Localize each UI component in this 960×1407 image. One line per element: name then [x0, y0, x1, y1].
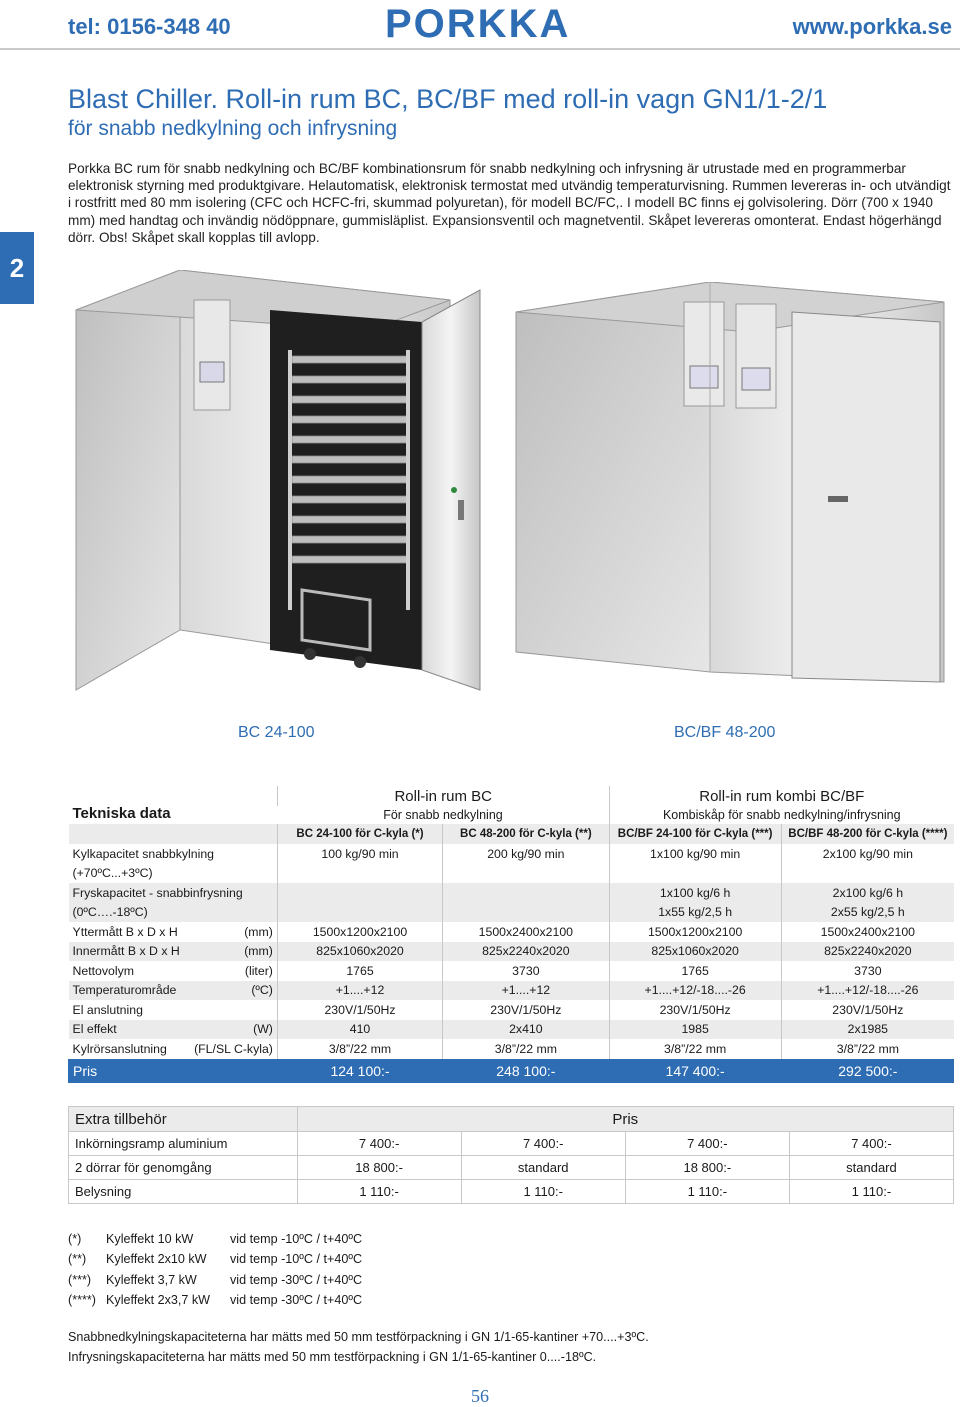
- row-label: (0ºC….-18ºC): [69, 903, 278, 923]
- cell-value: 1 110:-: [625, 1180, 789, 1204]
- table-row: [69, 1039, 955, 1059]
- cell-value: 825x1060x2020: [277, 942, 442, 962]
- product-image-bcbf: [510, 282, 950, 702]
- table-row: [69, 864, 955, 884]
- section-tab: 2: [0, 232, 34, 304]
- price-value: 124 100:-: [277, 1059, 442, 1083]
- cell-value: +1....+12/-18....-26: [609, 981, 781, 1001]
- cell-value: 1 110:-: [789, 1180, 953, 1204]
- cell-value: 3730: [443, 961, 609, 981]
- cell-value: 7 400:-: [297, 1132, 461, 1156]
- table-row: [69, 1180, 954, 1204]
- group2-subtitle: Kombiskåp för snabb nedkylning/infrysning: [609, 806, 954, 824]
- cell-value: 2x55 kg/2,5 h: [781, 903, 954, 923]
- row-label: Inkörningsramp aluminium: [69, 1132, 298, 1156]
- cell-value: 18 800:-: [625, 1156, 789, 1180]
- brand-logo: PORKKA: [385, 2, 571, 46]
- caption-bcbf: BC/BF 48-200: [674, 724, 776, 741]
- cell-value: standard: [789, 1156, 953, 1180]
- row-label: El effekt (W): [69, 1020, 278, 1040]
- model-name: BC/BF 24-100 för C-kyla (***): [609, 824, 781, 844]
- cell-value: 2x1985: [781, 1020, 954, 1040]
- cell-value: 3/8”/22 mm: [609, 1039, 781, 1059]
- cell-value: 1 110:-: [297, 1180, 461, 1204]
- cell-value: 1x100 kg/6 h: [609, 883, 781, 903]
- footer-line: Infrysningskapaciteterna har mätts med 50 mm testförpackning i GN 1/1-65-kantiner 0....-18ºC.: [68, 1350, 597, 1364]
- model-name: BC 24-100 för C-kyla (*): [277, 824, 442, 844]
- cell-value: 825x2240x2020: [781, 942, 954, 962]
- cell-value: 2x410: [443, 1020, 609, 1040]
- group1-title: Roll-in rum BC: [277, 786, 609, 806]
- cell-value: 1500x2400x2100: [443, 922, 609, 942]
- extras-header-row: [69, 1107, 954, 1132]
- price-value: 292 500:-: [781, 1059, 954, 1083]
- product-image-bc: [70, 270, 510, 710]
- cell-value: +1....+12: [277, 981, 442, 1001]
- cell-value: 200 kg/90 min: [443, 844, 609, 864]
- row-label: 2 dörrar för genomgång: [69, 1156, 298, 1180]
- extras-heading: Extra tillbehör: [69, 1107, 298, 1132]
- row-label: (+70ºC...+3ºC): [69, 864, 278, 884]
- footer-notes: [68, 1327, 649, 1367]
- cell-value: 230V/1/50Hz: [443, 1000, 609, 1020]
- table-row: [69, 844, 955, 864]
- table-row: [69, 1156, 954, 1180]
- intro-paragraph: Porkka BC rum för snabb nedkylning och BC/BF kombinationsrum för snabb nedkylning och infrysning är utrustade med en programmerbar elektronisk styrning med produktgivare. Helautomatisk, elektronisk termostat med utvändig temperaturvisning. Rummen levereras in- och utvändigt i rostfritt med 80 mm isolering (CFC och HCFC-fri, skummad polyuretan), för modell BC/FC,. I modell BC finns ej golvisolering. Dörr (700 x 1940 mm) med handtag och invändig nödöppnare, gummisläplist. Expansionsventil och magnetventil. Skåpet levereras omonterat. Endast högerhängd dörr. Obs! Skåpet skall kopplas till avlopp.: [68, 161, 951, 245]
- table-row: [69, 1020, 955, 1040]
- table-row: [69, 961, 955, 981]
- cell-value: 1985: [609, 1020, 781, 1040]
- cell-value: +1....+12/-18....-26: [781, 981, 954, 1001]
- footnote: (***) Kyleffekt 3,7 kW vid temp -30ºC / t+40ºC: [68, 1272, 363, 1287]
- cell-value: 7 400:-: [625, 1132, 789, 1156]
- cell-value: +1....+12: [443, 981, 609, 1001]
- spec-heading: Tekniska data: [69, 786, 278, 824]
- cell-value: 3730: [781, 961, 954, 981]
- caption-bc: BC 24-100: [238, 724, 315, 741]
- cell-value: 3/8”/22 mm: [277, 1039, 442, 1059]
- page-title: Blast Chiller. Roll-in rum BC, BC/BF med roll-in vagn GN1/1-2/1: [68, 84, 828, 114]
- price-value: 248 100:-: [443, 1059, 609, 1083]
- cell-value: 1x100 kg/90 min: [609, 844, 781, 864]
- phone-number: tel: 0156-348 40: [68, 14, 231, 39]
- model-row: [69, 824, 955, 844]
- price-row: [69, 1059, 955, 1083]
- cell-value: standard: [461, 1156, 625, 1180]
- footnote: (****) Kyleffekt 2x3,7 kW vid temp -30ºC / t+40ºC: [68, 1292, 363, 1307]
- price-value: 147 400:-: [609, 1059, 781, 1083]
- row-label: Kylrörsanslutning (FL/SL C-kyla): [69, 1039, 278, 1059]
- cell-value: 3/8”/22 mm: [443, 1039, 609, 1059]
- cell-value: 1500x2400x2100: [781, 922, 954, 942]
- cell-value: 18 800:-: [297, 1156, 461, 1180]
- table-row: [69, 922, 955, 942]
- cell-value: 2x100 kg/6 h: [781, 883, 954, 903]
- footnotes: [68, 1229, 362, 1310]
- cell-value: 7 400:-: [461, 1132, 625, 1156]
- table-row: [69, 981, 955, 1001]
- spec-table: [68, 786, 954, 1083]
- cell-value: 3/8”/22 mm: [781, 1039, 954, 1059]
- cell-value: 7 400:-: [789, 1132, 953, 1156]
- page-header: [0, 0, 960, 48]
- row-label: Nettovolym (liter): [69, 961, 278, 981]
- row-label: Innermått B x D x H (mm): [69, 942, 278, 962]
- cell-value: 230V/1/50Hz: [609, 1000, 781, 1020]
- cell-value: 825x1060x2020: [609, 942, 781, 962]
- cell-value: 1500x1200x2100: [277, 922, 442, 942]
- page-subtitle: för snabb nedkylning och infrysning: [68, 117, 398, 140]
- extras-table: [68, 1106, 954, 1204]
- group1-subtitle: För snabb nedkylning: [277, 806, 609, 824]
- row-label: Belysning: [69, 1180, 298, 1204]
- cell-value: 230V/1/50Hz: [781, 1000, 954, 1020]
- footer-line: Snabbnedkylningskapaciteterna har mätts med 50 mm testförpackning i GN 1/1-65-kantiner +70....+3ºC.: [68, 1330, 649, 1344]
- price-label: Pris: [69, 1059, 278, 1083]
- footnote: (**) Kyleffekt 2x10 kW vid temp -10ºC / t+40ºC: [68, 1252, 363, 1267]
- table-row: [69, 1132, 954, 1156]
- spec-header-row: [69, 786, 955, 806]
- table-row: [69, 1000, 955, 1020]
- row-label: Temperaturområde (ºC): [69, 981, 278, 1001]
- page-number: 56: [471, 1386, 489, 1406]
- cell-value: 1500x1200x2100: [609, 922, 781, 942]
- row-label: Fryskapacitet - snabbinfrysning: [69, 883, 278, 903]
- row-label: Yttermått B x D x H (mm): [69, 922, 278, 942]
- cell-value: 1765: [609, 961, 781, 981]
- website-link[interactable]: www.porkka.se: [792, 14, 952, 39]
- row-label: Kylkapacitet snabbkylning: [69, 844, 278, 864]
- cell-value: 410: [277, 1020, 442, 1040]
- footnote: (*) Kyleffekt 10 kW vid temp -10ºC / t+40ºC: [68, 1232, 363, 1246]
- cell-value: 230V/1/50Hz: [277, 1000, 442, 1020]
- cell-value: 100 kg/90 min: [277, 844, 442, 864]
- table-row: [69, 883, 955, 903]
- table-row: [69, 903, 955, 923]
- model-name: BC/BF 48-200 för C-kyla (****): [781, 824, 954, 844]
- table-row: [69, 942, 955, 962]
- extras-price-heading: Pris: [297, 1107, 953, 1132]
- row-label: El anslutning: [69, 1000, 278, 1020]
- cell-value: 2x100 kg/90 min: [781, 844, 954, 864]
- cell-value: 1 110:-: [461, 1180, 625, 1204]
- cell-value: 1765: [277, 961, 442, 981]
- cell-value: 1x55 kg/2,5 h: [609, 903, 781, 923]
- model-name: BC 48-200 för C-kyla (**): [443, 824, 609, 844]
- cell-value: 825x2240x2020: [443, 942, 609, 962]
- header-divider: [0, 48, 960, 50]
- group2-title: Roll-in rum kombi BC/BF: [609, 786, 954, 806]
